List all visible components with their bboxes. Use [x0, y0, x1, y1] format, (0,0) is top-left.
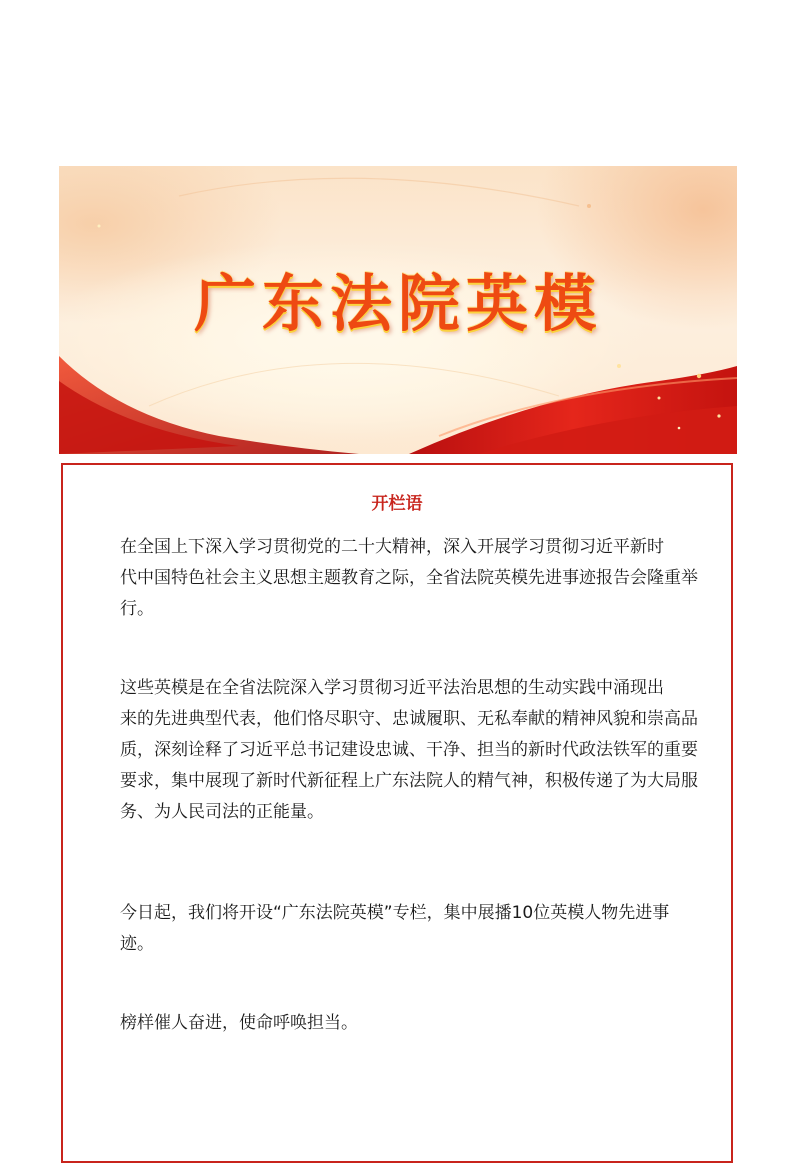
paragraph-2 [63, 673, 698, 828]
text-line: 在全国上下深入学习贯彻党的二十大精神，深入开展学习贯彻习近平新时 [120, 537, 664, 557]
text-line: 来的先进典型代表，他们恪尽职守、忠诚履职、无私奉献的精神风貌和崇高品 [120, 709, 698, 729]
text-line: 今日起，我们将开设“广东法院英模”专栏，集中展播10位英模人物先进事 [120, 903, 670, 923]
text-line: 榜样催人奋进，使命呼唤担当。 [120, 1013, 358, 1033]
paragraph-3 [63, 898, 669, 960]
text-line: 要求，集中展现了新时代新征程上广东法院人的精气神，积极传递了为大局服 [120, 771, 698, 791]
paragraph-4 [63, 1008, 358, 1039]
text-line: 质，深刻诠释了习近平总书记建设忠诚、干净、担当的新时代政法铁军的重要 [120, 740, 698, 760]
column-box [61, 463, 733, 1163]
banner-image [59, 166, 737, 454]
text-line: 迹。 [120, 934, 154, 954]
text-line: 代中国特色社会主义思想主题教育之际，全省法院英模先进事迹报告会隆重举 [120, 568, 698, 588]
text-line: 行。 [120, 599, 154, 619]
section-heading: 开栏语 [371, 494, 423, 514]
banner-title: 广东法院英模 [193, 267, 602, 340]
text-line: 务、为人民司法的正能量。 [120, 802, 324, 822]
paragraph-1 [63, 532, 698, 625]
text-line: 这些英模是在全省法院深入学习贯彻习近平法治思想的生动实践中涌现出 [120, 678, 664, 698]
